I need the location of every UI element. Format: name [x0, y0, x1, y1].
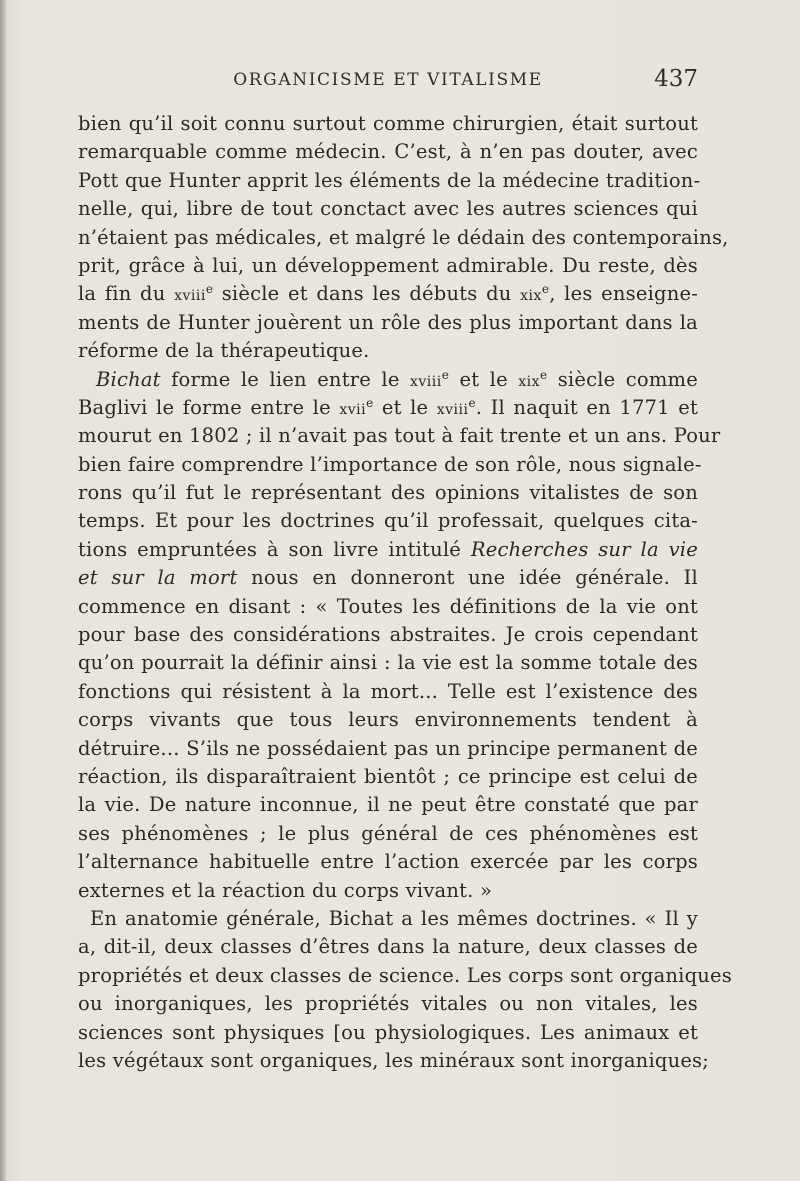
text-line: Baglivi le forme entre le xvii$^e$ et le xviii$^e$. Il naquit en 1771 et — [78, 395, 698, 419]
text-line: corps vivants que tous leurs environnements tendent à — [78, 708, 698, 732]
body-text — [78, 110, 733, 1075]
text-line: ses phénomènes ; le plus général de ces phénomènes est — [78, 821, 698, 845]
text-line: remarquable comme médecin. C’est, à n’en pas douter, avec — [78, 140, 698, 164]
text-line: ments de Hunter jouèrent un rôle des plus important dans la — [78, 310, 698, 334]
text-line: prit, grâce à lui, un développement admirable. Du reste, dès — [78, 253, 698, 277]
text-line: temps. Et pour les doctrines qu’il professait, quelques cita- — [78, 509, 698, 533]
running-head-title: ORGANICISME ET VITALISME — [233, 70, 543, 90]
text-line: sciences sont physiques [ou physiologiques. Les animaux et — [78, 1020, 698, 1044]
text-line: tions empruntées à son livre intitulé Recherches sur la vie — [78, 537, 698, 561]
text-line: réaction, ils disparaîtraient bientôt ; ce principe est celui de — [78, 764, 698, 788]
text-line: détruire... S’ils ne possédaient pas un principe permanent de — [78, 736, 698, 760]
text-line: mourut en 1802 ; il n’avait pas tout à fait trente et un ans. Pour — [78, 424, 721, 448]
text-line: n’étaient pas médicales, et malgré le dédain des contemporains, — [78, 225, 729, 249]
text-line: bien faire comprendre l’importance de son rôle, nous signale- — [78, 452, 702, 476]
text-line: les végétaux sont organiques, les minéraux sont inorganiques; — [78, 1048, 710, 1072]
text-line: nelle, qui, libre de tout conctact avec les autres sciences qui — [78, 197, 698, 221]
text-line: commence en disant : « Toutes les définitions de la vie ont — [78, 594, 698, 618]
text-line: la fin du xviii$^e$ siècle et dans les débuts du xix$^e$, les enseigne- — [78, 282, 699, 306]
text-line: rons qu’il fut le représentant des opinions vitalistes de son — [78, 481, 698, 505]
text-line: externes et la réaction du corps vivant. » — [78, 878, 493, 902]
text-line: ou inorganiques, les propriétés vitales ou non vitales, les — [78, 992, 698, 1016]
text-line: pour base des considérations abstraites. Je crois cependant — [78, 623, 698, 647]
page-binding-edge — [0, 0, 6, 1181]
text-line: qu’on pourrait la définir ainsi : la vie est la somme totale des — [78, 651, 698, 675]
page-number: 437 — [654, 66, 698, 92]
text-line: propriétés et deux classes de science. Les corps sont organiques — [78, 963, 733, 987]
text-line: l’alternance habituelle entre l’action exercée par les corps — [78, 850, 698, 874]
text-line: et sur la mort nous en donneront une idée générale. Il — [78, 566, 698, 590]
running-head — [78, 66, 698, 96]
text-line: fonctions qui résistent à la mort... Telle est l’existence des — [78, 679, 698, 703]
text-line: Bichat forme le lien entre le xviii$^e$ et le xix$^e$ siècle comme — [96, 367, 698, 391]
text-line: Pott que Hunter apprit les éléments de la médecine tradition- — [78, 168, 701, 192]
text-line: a, dit-il, deux classes d’êtres dans la nature, deux classes de — [78, 935, 698, 959]
text-line: la vie. De nature inconnue, il ne peut être constaté que par — [78, 793, 698, 817]
text-line: bien qu’il soit connu surtout comme chirurgien, était surtout — [78, 112, 698, 135]
text-line: En anatomie générale, Bichat a les mêmes doctrines. « Il y — [90, 906, 698, 930]
text-line: réforme de la thérapeutique. — [78, 339, 370, 363]
